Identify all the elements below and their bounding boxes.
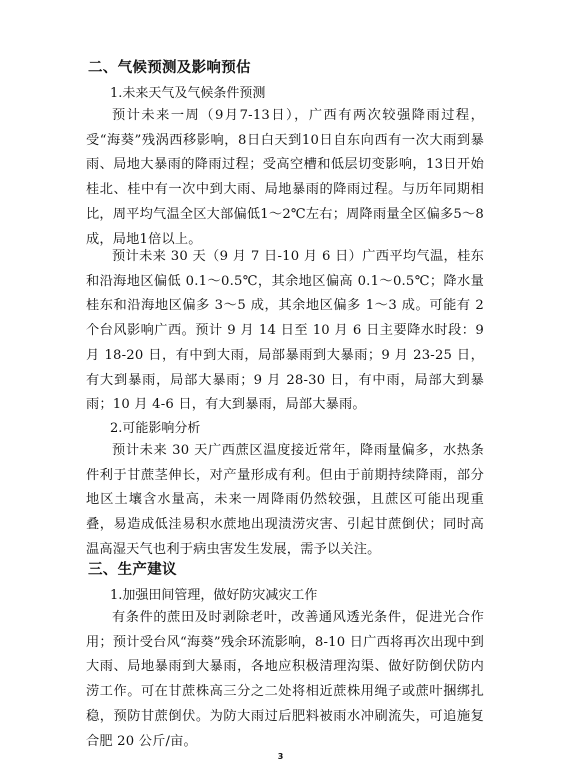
page-number: 3 [277, 752, 284, 761]
subheading-impact-analysis: 2.可能影响分析 [110, 421, 201, 436]
paragraph-weekly-forecast: 预计未来一周（9月7-13日），广西有两次较强降雨过程，受“海葵”残涡西移影响，8日白天到10日自东向西有一次大雨到暴雨、局地大暴雨的降雨过程；受高空槽和低层切变影响，13日开始桂北、桂中有一次中到大雨、局地暴雨的降雨过程。与历年同期相比，周平均气温全区大部偏低1～2℃左右；周降雨量全区偏多5～8成，局地1倍以上。 [86, 108, 484, 247]
paragraph-field-management: 有条件的蔗田及时剥除老叶，改善通风透光条件，促进光合作用；预计受台风“海葵”残余环流影响，8-10 日广西将再次出现中到大雨、局地暴雨到大暴雨，各地应积极清理沟渠、做好防倒伏防内涝工作。可在甘蔗株高三分之二处将相近蔗株用绳子或蔗叶捆绑扎稳，预防甘蔗倒伏。为防大雨过后肥料被雨水冲刷流失，可追施复合肥 20 公斤/亩。 [86, 610, 484, 749]
paragraph-30day-forecast: 预计未来 30 天（9 月 7 日-10 月 6 日）广西平均气温，桂东和沿海地区偏低 0.1～0.5℃，其余地区偏高 0.1～0.5℃；降水量桂东和沿海地区偏多 3～5 成，其余地区偏多 1～3 成。可能有 2 个台风影响广西。预计 9 月 14 日至 10 月 6 日主要降水时段：9 月 18-20 日，有中到大雨，局部暴雨到大暴雨；9 月 23-25 日，有大到暴雨，局部大暴雨；9 月 28-30 日，有中雨，局部大到暴雨；10 月 4-6 日，有大到暴雨，局部大暴雨。 [86, 249, 484, 413]
section-heading-production-advice: 三、生产建议 [88, 562, 177, 578]
subheading-field-management: 1.加强田间管理，做好防灾减灾工作 [110, 588, 318, 603]
subheading-weather-forecast: 1.未来天气及气候条件预测 [110, 86, 266, 101]
paragraph-impact-analysis: 预计未来 30 天广西蔗区温度接近常年，降雨量偏多，水热条件利于甘蔗茎伸长，对产量形成有利。但由于前期持续降雨，部分地区土壤含水量高，未来一周降雨仍然较强，且蔗区可能出现重叠，易造成低洼易积水蔗地出现渍涝灾害、引起甘蔗倒伏；同时高温高湿天气也利于病虫害发生发展，需予以关注。 [86, 443, 484, 557]
section-heading-climate-forecast: 二、气候预测及影响预估 [88, 60, 251, 76]
